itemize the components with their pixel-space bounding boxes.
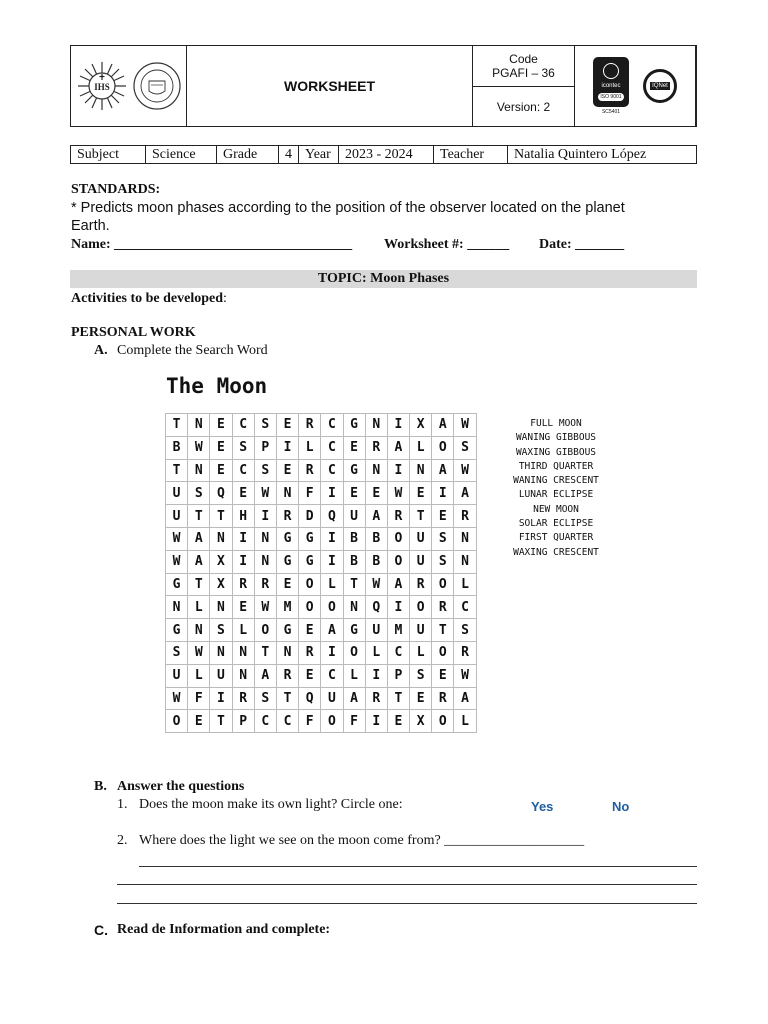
grade-label: Grade bbox=[217, 146, 279, 163]
grid-cell[interactable]: F bbox=[188, 687, 210, 710]
grid-cell[interactable]: U bbox=[365, 619, 387, 642]
grid-cell[interactable]: N bbox=[454, 550, 476, 573]
grid-cell[interactable]: G bbox=[299, 527, 321, 550]
grid-cell[interactable]: G bbox=[276, 619, 298, 642]
grid-cell[interactable]: I bbox=[321, 550, 343, 573]
grid-cell[interactable]: B bbox=[166, 436, 188, 459]
personal-work-heading: PERSONAL WORK bbox=[71, 325, 196, 340]
grid-cell[interactable]: W bbox=[454, 459, 476, 482]
section-a-letter: A. bbox=[94, 343, 108, 358]
certifications bbox=[575, 46, 696, 126]
grid-cell[interactable]: N bbox=[454, 527, 476, 550]
svg-text:IHS: IHS bbox=[93, 82, 110, 92]
grid-cell[interactable]: X bbox=[410, 710, 432, 733]
grid-cell[interactable]: N bbox=[410, 459, 432, 482]
grid-cell[interactable]: I bbox=[432, 482, 454, 505]
grid-cell[interactable]: T bbox=[188, 505, 210, 528]
grid-cell[interactable]: F bbox=[299, 710, 321, 733]
grid-cell[interactable]: E bbox=[343, 436, 365, 459]
grid-cell[interactable]: G bbox=[276, 550, 298, 573]
version-label: Version: 2 bbox=[496, 99, 551, 114]
standards-heading: STANDARDS: bbox=[71, 182, 161, 197]
grid-cell[interactable]: C bbox=[321, 436, 343, 459]
topic-banner: TOPIC: Moon Phases bbox=[70, 270, 697, 288]
grid-cell[interactable]: E bbox=[387, 710, 409, 733]
grid-cell[interactable]: S bbox=[432, 527, 454, 550]
word-list-item: FULL MOON bbox=[530, 418, 582, 429]
grid-cell[interactable]: G bbox=[166, 573, 188, 596]
ihs-sun-logo-icon bbox=[76, 60, 128, 112]
grid-cell[interactable]: A bbox=[454, 687, 476, 710]
grid-cell[interactable]: I bbox=[387, 459, 409, 482]
grid-cell[interactable]: P bbox=[232, 710, 254, 733]
grid-cell[interactable]: L bbox=[343, 664, 365, 687]
subject-value: Science bbox=[146, 146, 217, 163]
grid-cell[interactable]: G bbox=[166, 619, 188, 642]
year-label: Year bbox=[299, 146, 339, 163]
grid-cell[interactable]: R bbox=[276, 505, 298, 528]
grid-cell[interactable]: T bbox=[343, 573, 365, 596]
grid-cell[interactable]: C bbox=[232, 414, 254, 437]
grid-cell[interactable]: R bbox=[276, 664, 298, 687]
grid-cell[interactable]: N bbox=[254, 550, 276, 573]
grid-cell[interactable]: B bbox=[343, 527, 365, 550]
grid-cell[interactable]: E bbox=[210, 436, 232, 459]
grid-cell[interactable]: N bbox=[232, 664, 254, 687]
grid-cell[interactable]: R bbox=[387, 505, 409, 528]
grid-cell[interactable]: E bbox=[432, 664, 454, 687]
grid-cell[interactable]: E bbox=[410, 482, 432, 505]
grid-cell[interactable]: W bbox=[387, 482, 409, 505]
section-c-letter: C. bbox=[94, 922, 108, 938]
word-list-item: WANING GIBBOUS bbox=[515, 432, 597, 444]
grid-cell[interactable]: N bbox=[188, 619, 210, 642]
subject-label: Subject bbox=[71, 146, 146, 163]
grid-cell[interactable]: A bbox=[454, 482, 476, 505]
grid-cell[interactable]: R bbox=[232, 687, 254, 710]
grid-cell[interactable]: N bbox=[232, 641, 254, 664]
grid-cell[interactable]: P bbox=[387, 664, 409, 687]
grid-row bbox=[166, 687, 477, 710]
grid-cell[interactable]: C bbox=[321, 664, 343, 687]
grid-cell[interactable]: E bbox=[276, 414, 298, 437]
grid-cell[interactable]: B bbox=[343, 550, 365, 573]
grid-cell[interactable]: W bbox=[166, 687, 188, 710]
grid-cell[interactable]: A bbox=[365, 505, 387, 528]
answer-no[interactable]: No bbox=[612, 799, 630, 814]
date-field: Date: _______ bbox=[539, 237, 625, 252]
grid-cell[interactable]: R bbox=[432, 596, 454, 619]
grid-cell[interactable]: R bbox=[232, 573, 254, 596]
grid-cell[interactable]: A bbox=[387, 573, 409, 596]
grid-cell[interactable]: R bbox=[299, 459, 321, 482]
grid-cell[interactable]: E bbox=[410, 687, 432, 710]
word-list bbox=[508, 417, 604, 560]
grid-cell[interactable]: W bbox=[166, 550, 188, 573]
grid-cell[interactable]: S bbox=[166, 641, 188, 664]
grid-row bbox=[166, 527, 477, 550]
grid-cell[interactable]: N bbox=[276, 482, 298, 505]
word-list-item: SOLAR ECLIPSE bbox=[518, 518, 594, 530]
grid-cell[interactable]: O bbox=[343, 641, 365, 664]
grid-cell[interactable]: N bbox=[365, 414, 387, 437]
grid-cell[interactable]: A bbox=[321, 619, 343, 642]
activities-heading: Activities to be developed: bbox=[71, 291, 227, 306]
teacher-label: Teacher bbox=[434, 146, 508, 163]
grid-cell[interactable]: L bbox=[454, 710, 476, 733]
grid-cell[interactable]: I bbox=[387, 596, 409, 619]
word-search-title: The Moon bbox=[166, 374, 268, 398]
grid-cell[interactable]: I bbox=[210, 687, 232, 710]
word-list-item: THIRD QUARTER bbox=[518, 460, 594, 472]
word-search-grid bbox=[165, 413, 477, 733]
grid-cell[interactable]: E bbox=[232, 596, 254, 619]
grid-cell[interactable]: W bbox=[188, 436, 210, 459]
grid-cell[interactable]: B bbox=[365, 550, 387, 573]
iqnet-logo-icon: IQNet bbox=[643, 69, 677, 103]
grid-cell[interactable]: O bbox=[321, 710, 343, 733]
grid-cell[interactable]: R bbox=[432, 687, 454, 710]
grid-cell[interactable]: W bbox=[454, 664, 476, 687]
grid-cell[interactable]: I bbox=[254, 505, 276, 528]
grid-cell[interactable]: U bbox=[210, 664, 232, 687]
grid-cell[interactable]: S bbox=[254, 687, 276, 710]
teacher-value: Natalia Quintero López bbox=[514, 147, 647, 162]
grid-cell[interactable]: E bbox=[188, 710, 210, 733]
grid-cell[interactable]: T bbox=[410, 505, 432, 528]
grid-cell[interactable]: R bbox=[365, 436, 387, 459]
grid-cell[interactable]: I bbox=[365, 664, 387, 687]
grid-cell[interactable]: U bbox=[166, 482, 188, 505]
grid-cell[interactable]: H bbox=[232, 505, 254, 528]
grid-cell[interactable]: S bbox=[210, 619, 232, 642]
word-list-item: LUNAR ECLIPSE bbox=[518, 489, 594, 501]
grid-cell[interactable]: F bbox=[343, 710, 365, 733]
grid-cell[interactable]: I bbox=[232, 527, 254, 550]
answer-line-1[interactable] bbox=[139, 866, 697, 867]
grid-cell[interactable]: W bbox=[365, 573, 387, 596]
grid-row bbox=[166, 573, 477, 596]
grid-cell[interactable]: Q bbox=[321, 505, 343, 528]
grid-cell[interactable]: O bbox=[321, 596, 343, 619]
section-b-heading: Answer the questions bbox=[117, 779, 245, 794]
grid-row bbox=[166, 641, 477, 664]
grid-cell[interactable]: I bbox=[321, 482, 343, 505]
grid-cell[interactable]: R bbox=[454, 505, 476, 528]
grid-cell[interactable]: E bbox=[432, 505, 454, 528]
grid-cell[interactable]: L bbox=[188, 664, 210, 687]
grid-cell[interactable]: X bbox=[210, 550, 232, 573]
grid-cell[interactable]: S bbox=[454, 619, 476, 642]
grid-cell[interactable]: G bbox=[299, 550, 321, 573]
grid-cell[interactable]: N bbox=[365, 459, 387, 482]
grid-cell[interactable]: O bbox=[387, 527, 409, 550]
grid-cell[interactable]: N bbox=[210, 596, 232, 619]
grid-cell[interactable]: T bbox=[387, 687, 409, 710]
grid-cell[interactable]: L bbox=[410, 436, 432, 459]
grid-cell[interactable]: N bbox=[254, 527, 276, 550]
grid-cell[interactable]: L bbox=[365, 641, 387, 664]
document-header bbox=[70, 45, 697, 127]
grid-row bbox=[166, 482, 477, 505]
grid-cell[interactable]: C bbox=[254, 710, 276, 733]
grid-cell[interactable]: U bbox=[166, 664, 188, 687]
grid-cell[interactable]: B bbox=[365, 527, 387, 550]
grid-cell[interactable]: A bbox=[387, 436, 409, 459]
grid-cell[interactable]: E bbox=[210, 414, 232, 437]
answer-yes[interactable]: Yes bbox=[531, 799, 554, 814]
grid-cell[interactable]: E bbox=[299, 664, 321, 687]
grid-cell[interactable]: T bbox=[210, 710, 232, 733]
grid-cell[interactable]: W bbox=[454, 414, 476, 437]
grid-cell[interactable]: L bbox=[299, 436, 321, 459]
grid-cell[interactable]: W bbox=[188, 641, 210, 664]
question-1-text: Does the moon make its own light? Circle one: bbox=[139, 797, 403, 812]
grid-cell[interactable]: N bbox=[276, 641, 298, 664]
grid-cell[interactable]: X bbox=[210, 573, 232, 596]
grid-cell[interactable]: N bbox=[188, 414, 210, 437]
grid-cell[interactable]: I bbox=[232, 550, 254, 573]
grid-cell[interactable]: R bbox=[454, 641, 476, 664]
grid-cell[interactable]: G bbox=[343, 459, 365, 482]
grid-cell[interactable]: C bbox=[387, 641, 409, 664]
grid-cell[interactable]: N bbox=[343, 596, 365, 619]
grid-cell[interactable]: E bbox=[276, 459, 298, 482]
grid-cell[interactable]: E bbox=[343, 482, 365, 505]
word-list-item: WAXING CRESCENT bbox=[513, 546, 599, 558]
grid-cell[interactable]: A bbox=[188, 550, 210, 573]
grid-cell[interactable]: T bbox=[210, 505, 232, 528]
year-value: 2023 - 2024 bbox=[339, 146, 434, 163]
grid-row bbox=[166, 664, 477, 687]
grid-cell[interactable]: S bbox=[410, 664, 432, 687]
grid-cell[interactable]: R bbox=[365, 687, 387, 710]
name-field: Name: __________________________________ bbox=[71, 237, 353, 252]
grid-cell[interactable]: O bbox=[410, 596, 432, 619]
grid-row bbox=[166, 436, 477, 459]
grid-cell[interactable]: E bbox=[210, 459, 232, 482]
grid-cell[interactable]: Q bbox=[365, 596, 387, 619]
grid-row bbox=[166, 619, 477, 642]
grid-cell[interactable]: E bbox=[276, 573, 298, 596]
grid-cell[interactable]: T bbox=[276, 687, 298, 710]
word-list-item: WAXING GIBBOUS bbox=[515, 446, 597, 458]
grid-cell[interactable]: N bbox=[210, 527, 232, 550]
code-label: Code bbox=[509, 52, 538, 66]
info-row bbox=[70, 145, 697, 164]
question-2-text: Where does the light we see on the moon come from? ____________________ bbox=[139, 833, 585, 848]
grid-cell[interactable]: M bbox=[276, 596, 298, 619]
grid-cell[interactable]: I bbox=[321, 527, 343, 550]
worksheet-title: WORKSHEET bbox=[187, 46, 473, 126]
question-1-number: 1. bbox=[117, 797, 128, 812]
grid-cell[interactable]: G bbox=[343, 414, 365, 437]
grid-cell[interactable]: U bbox=[410, 619, 432, 642]
grid-cell[interactable]: S bbox=[454, 436, 476, 459]
answer-line-3[interactable] bbox=[117, 903, 697, 904]
grid-cell[interactable]: A bbox=[343, 687, 365, 710]
grid-cell[interactable]: W bbox=[254, 482, 276, 505]
grid-cell[interactable]: L bbox=[232, 619, 254, 642]
section-b-letter: B. bbox=[94, 779, 107, 794]
word-list-item: FIRST QUARTER bbox=[518, 532, 594, 544]
worksheet-number-field: Worksheet #: ______ bbox=[384, 237, 510, 252]
grid-cell[interactable]: X bbox=[410, 414, 432, 437]
grid-cell[interactable]: F bbox=[299, 482, 321, 505]
grid-cell[interactable]: O bbox=[299, 596, 321, 619]
grid-cell[interactable]: T bbox=[166, 414, 188, 437]
grid-cell[interactable]: R bbox=[410, 573, 432, 596]
grid-row bbox=[166, 596, 477, 619]
grid-cell[interactable]: O bbox=[432, 641, 454, 664]
grid-cell[interactable]: I bbox=[365, 710, 387, 733]
grid-cell[interactable]: A bbox=[432, 459, 454, 482]
grid-cell[interactable]: O bbox=[432, 710, 454, 733]
grid-cell[interactable]: C bbox=[454, 596, 476, 619]
question-2-number: 2. bbox=[117, 833, 128, 848]
grid-cell[interactable]: C bbox=[321, 459, 343, 482]
grid-cell[interactable]: S bbox=[232, 436, 254, 459]
grid-cell[interactable]: E bbox=[299, 619, 321, 642]
grid-cell[interactable]: I bbox=[387, 414, 409, 437]
grid-cell[interactable]: Q bbox=[299, 687, 321, 710]
grade-value: 4 bbox=[279, 146, 299, 163]
grid-cell[interactable]: P bbox=[254, 436, 276, 459]
grid-cell[interactable]: D bbox=[299, 505, 321, 528]
grid-cell[interactable]: E bbox=[365, 482, 387, 505]
grid-cell[interactable]: T bbox=[254, 641, 276, 664]
grid-row bbox=[166, 710, 477, 733]
grid-cell[interactable]: L bbox=[321, 573, 343, 596]
college-seal-icon bbox=[132, 61, 182, 111]
grid-cell[interactable]: R bbox=[299, 414, 321, 437]
grid-cell[interactable]: O bbox=[432, 436, 454, 459]
grid-cell[interactable]: T bbox=[432, 619, 454, 642]
grid-cell[interactable]: C bbox=[276, 710, 298, 733]
grid-cell[interactable]: U bbox=[343, 505, 365, 528]
grid-cell[interactable]: O bbox=[254, 619, 276, 642]
grid-cell[interactable]: Q bbox=[210, 482, 232, 505]
grid-cell[interactable]: A bbox=[432, 414, 454, 437]
document-code bbox=[473, 46, 575, 126]
grid-cell[interactable]: N bbox=[188, 459, 210, 482]
standards-line-1: * Predicts moon phases according to the position of the observer located on the planet bbox=[71, 200, 625, 216]
grid-cell[interactable]: G bbox=[343, 619, 365, 642]
grid-cell[interactable]: S bbox=[254, 414, 276, 437]
grid-row bbox=[166, 414, 477, 437]
code-value: PGAFI – 36 bbox=[492, 66, 555, 80]
grid-cell[interactable]: U bbox=[410, 550, 432, 573]
grid-row bbox=[166, 505, 477, 528]
school-logos bbox=[71, 46, 187, 126]
grid-cell[interactable]: U bbox=[166, 505, 188, 528]
grid-cell[interactable]: S bbox=[254, 459, 276, 482]
section-c-heading: Read de Information and complete: bbox=[117, 922, 331, 937]
grid-cell[interactable]: G bbox=[276, 527, 298, 550]
grid-cell[interactable]: U bbox=[410, 527, 432, 550]
grid-cell[interactable]: L bbox=[410, 641, 432, 664]
answer-line-2[interactable] bbox=[117, 884, 697, 885]
grid-cell[interactable]: O bbox=[166, 710, 188, 733]
grid-cell[interactable]: C bbox=[321, 414, 343, 437]
grid-cell[interactable]: E bbox=[232, 482, 254, 505]
grid-cell[interactable]: R bbox=[299, 641, 321, 664]
icontec-logo-icon: icontec ISO 9001 bbox=[593, 57, 629, 107]
grid-cell[interactable]: N bbox=[166, 596, 188, 619]
grid-cell[interactable]: W bbox=[166, 527, 188, 550]
grid-cell[interactable]: O bbox=[432, 573, 454, 596]
section-a-text: Complete the Search Word bbox=[117, 343, 268, 358]
grid-cell[interactable]: A bbox=[188, 527, 210, 550]
grid-cell[interactable]: L bbox=[454, 573, 476, 596]
grid-cell[interactable]: S bbox=[432, 550, 454, 573]
grid-cell[interactable]: I bbox=[321, 641, 343, 664]
word-list-item: NEW MOON bbox=[533, 503, 579, 515]
grid-cell[interactable]: T bbox=[166, 459, 188, 482]
grid-cell[interactable]: U bbox=[321, 687, 343, 710]
grid-cell[interactable]: T bbox=[188, 573, 210, 596]
grid-row bbox=[166, 459, 477, 482]
grid-cell[interactable]: M bbox=[387, 619, 409, 642]
grid-cell[interactable]: W bbox=[254, 596, 276, 619]
grid-cell[interactable]: C bbox=[232, 459, 254, 482]
grid-cell[interactable]: O bbox=[299, 573, 321, 596]
word-list-item: WANING CRESCENT bbox=[513, 475, 599, 487]
grid-cell[interactable]: R bbox=[254, 573, 276, 596]
grid-cell[interactable]: I bbox=[276, 436, 298, 459]
grid-row bbox=[166, 550, 477, 573]
grid-cell[interactable]: A bbox=[254, 664, 276, 687]
cert-number: SC5401 bbox=[601, 109, 621, 115]
grid-cell[interactable]: O bbox=[387, 550, 409, 573]
grid-cell[interactable]: L bbox=[188, 596, 210, 619]
grid-cell[interactable]: S bbox=[188, 482, 210, 505]
standards-line-2: Earth. bbox=[71, 218, 110, 234]
grid-cell[interactable]: N bbox=[210, 641, 232, 664]
